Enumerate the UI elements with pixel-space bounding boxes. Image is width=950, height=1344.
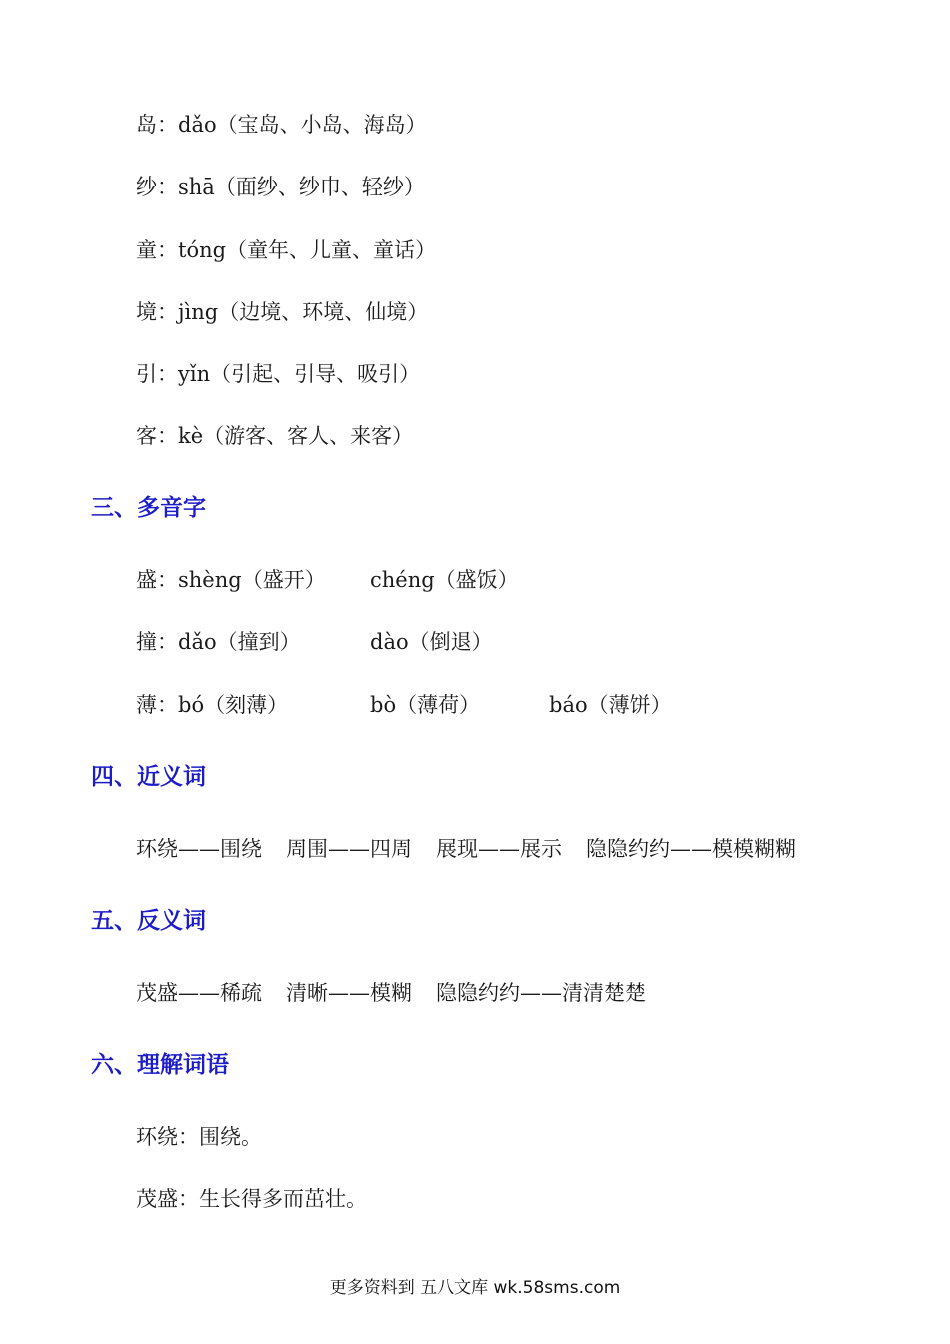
page-footer: 更多资料到 五八文库 wk.58sms.com xyxy=(329,1278,621,1298)
section-heading-synonyms: 四、近义词 xyxy=(91,764,206,790)
synonym-pair: 展现——展示 xyxy=(436,837,562,861)
synonym-pair: 隐隐约约——模模糊糊 xyxy=(586,837,796,861)
vocab-line: 客：kè（游客、客人、来客） xyxy=(136,424,414,448)
antonym-pair: 隐隐约约——清清楚楚 xyxy=(436,981,646,1005)
synonym-list xyxy=(136,834,796,864)
vocab-line: 童：tóng（童年、儿童、童话） xyxy=(136,238,437,262)
vocab-line: 纱：shā（面纱、纱巾、轻纱） xyxy=(136,175,425,199)
synonym-pair: 周围——四周 xyxy=(286,837,412,861)
explanation-line: 环绕：围绕。 xyxy=(136,1125,262,1149)
section-heading-antonyms: 五、反义词 xyxy=(91,908,206,934)
antonym-list xyxy=(136,978,646,1008)
vocab-line: 引：yǐn（引起、引导、吸引） xyxy=(136,362,421,386)
antonym-pair: 茂盛——稀疏 xyxy=(136,981,262,1005)
antonym-pair: 清晰——模糊 xyxy=(286,981,412,1005)
vocab-line: 岛：dǎo（宝岛、小岛、海岛） xyxy=(136,113,427,137)
explanation-line: 茂盛：生长得多而茁壮。 xyxy=(136,1187,367,1211)
section-heading-polyphonic: 三、多音字 xyxy=(91,495,206,521)
section-heading-understanding: 六、理解词语 xyxy=(91,1052,229,1078)
synonym-pair: 环绕——围绕 xyxy=(136,837,262,861)
vocab-line: 境：jìng（边境、环境、仙境） xyxy=(136,300,429,324)
